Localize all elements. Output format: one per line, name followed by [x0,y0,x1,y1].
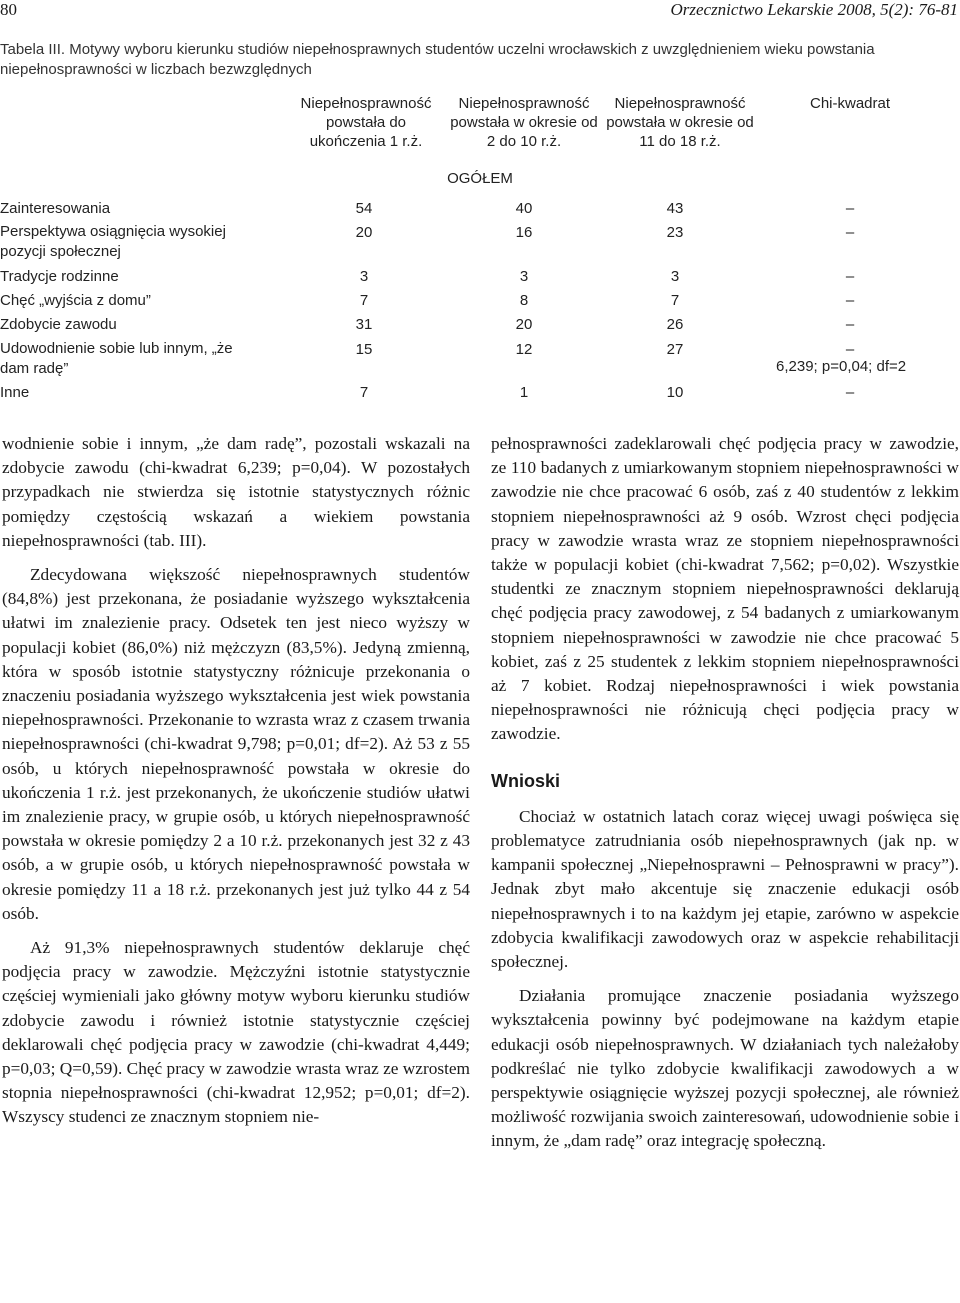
cell-value: 26 [666,316,684,333]
group-label: OGÓŁEM [447,170,513,187]
journal-citation: Orzecznictwo Lekarskie 2008, 5(2): 76-81 [670,0,958,19]
cell-chi: – [845,341,855,358]
cell-value: 7 [670,292,680,309]
cell-chi: – [845,292,855,309]
column-header-chi: Chi-kwadrat [809,95,891,112]
row-label: Tradycje rodzinne [0,268,119,285]
cell-chi: – [845,200,855,217]
paragraph: Działania promujące znaczenie posiadania wyższego wykształcenia powinny być podejmowane na każdym etapie edukacji osób niepełnosprawnych. W działaniach tych należałoby podkreślać nie tylko zdobycie kwalifikacji zawodowych a w perspektywie osiągnięcie wyższej pozycji społecznej, ale również możliwość rozwijania swoich zainteresowań, udowodnienie sobie i innym, że „dam radę” oraz integrację społeczną. [491,986,959,1151]
cell-value: 20 [515,316,533,333]
cell-value: 15 [355,341,373,358]
page-header [0,0,960,22]
column-header-3: Niepełnosprawność powstała w okresie od 11 do 18 r.ż. [606,95,754,150]
section-heading: Wnioski [491,770,561,791]
column-header-2: Niepełnosprawność powstała w okresie od 2 do 10 r.ż. [450,95,598,150]
row-label: Perspektywa osiągnięcia wysokiej pozycji społecznej [0,223,226,260]
cell-value: 1 [519,384,529,401]
cell-value: 12 [515,341,533,358]
cell-chi: – [845,224,855,241]
table-caption: Tabela III. Motywy wyboru kierunku studiów niepełnosprawnych studentów uczelni wrocławskich z uwzględnieniem wieku powstania niepełnosprawności w liczbach bezwzględnych [0,41,875,78]
paragraph: pełnosprawności zadeklarowali chęć podjęcia pracy w zawodzie, ze 110 badanych z umiarkowanym stopniem niepełnosprawności w zawodzie nie chce pracować 6 osób, zaś z 40 studentów z lekkim stopniem niepełnosprawności aż 9 osób. Wzrost chęci podjęcia pracy w zawodzie wrasta wraz ze stopniem niepełnosprawności także w populacji kobiet (chi-kwadrat 7,562; p=0,02). Wszystkie studentki ze znacznym stopniem niepełnosprawności deklarują chęć podjęcia pracy zawodowej, z 54 badanych z umiarkowanym stopniem niepełnosprawności w zawodzie nie chce pracować 5 kobiet, zaś z 25 studentek z lekkim stopniem niepełnosprawności aż 7 kobiet. Rodzaj niepełnosprawności i wiek powstania niepełnosprawności nie różnicują chęci podjęcia pracy w zawodzie. [491,434,959,744]
cell-chi: – [845,316,855,333]
cell-value: 20 [355,224,373,241]
cell-value: 8 [519,292,529,309]
cell-value: 7 [359,384,369,401]
body-column-left [2,432,470,1130]
page-number: 80 [0,0,17,19]
body-column-right [491,432,959,1154]
cell-value: 16 [515,224,533,241]
paragraph: wodnienie sobie i innym, „że dam radę”, pozostali wskazali na zdobycie zawodu (chi-kwadrat 6,239; p=0,04). W pozostałych przypadkach nie stwierdza się istotnie statystycznych różnic pomiędzy częstością wskazań a wiekiem powstania niepełnosprawności (tab. III). [2,434,470,550]
row-label: Inne [0,384,30,401]
column-header-1: Niepełnosprawność powstała do ukończenia 1 r.ż. [300,95,432,150]
cell-value: 31 [355,316,373,333]
cell-value: 3 [359,268,369,285]
paragraph: Aż 91,3% niepełnosprawnych studentów deklaruje chęć podjęcia pracy w zawodzie. Mężczyźni istotnie statystycznie częściej wymieniali jako główny motyw wyboru kierunku studiów zdobycie zawodu i również istotnie statystycznie częściej deklarowali chęć podjęcia pracy w zawodzie (chi-kwadrat 4,449; p=0,03; Q=0,59). Chęć pracy w zawodzie wrasta wraz ze wzrostem stopnia niepełnosprawności (chi-kwadrat 12,952; p=0,01; df=2). Wszyscy studenci ze znacznym stopniem nie- [2,938,470,1127]
row-label: Zainteresowania [0,200,111,217]
cell-value: 23 [666,224,684,241]
cell-value: 40 [515,200,533,217]
cell-chi: – [845,268,855,285]
cell-value: 3 [519,268,529,285]
cell-value: 3 [670,268,680,285]
row-label: Zdobycie zawodu [0,316,117,333]
chi-square-result: 6,239; p=0,04; df=2 [776,358,907,375]
paragraph: Chociaż w ostatnich latach coraz więcej uwagi poświęca się problematyce zatrudniania osób niepełnosprawnych (jak np. w kampanii społecznej „Niepełnosprawni – Pełnosprawni w pracy”). Jednak zbyt mało akcentuje się znaczenie edukacji osób niepełnosprawnych i to na każdym jej etapie, zarówno w aspekcie zdobycia kwalifikacji zawodowych oraz w aspekcie rehabilitacji społecznej. [491,806,959,972]
cell-value: 43 [666,200,684,217]
paragraph: Zdecydowana większość niepełnosprawnych studentów (84,8%) jest przekonana, że posiadanie wyższego wykształcenia ułatwi im znalezienie pracy. Odsetek ten jest nieco wyższy w populacji kobiet (86,0%) niż mężczyzn (83,5%). Jedyną zmienną, która w sposób istotnie statystyczny różnicuje przekonania o znaczeniu posiadania wyższego wykształcenia jest wiek powstania niepełnosprawności. Przekonanie to wzrasta wraz z czasem trwania niepełnosprawności (chi-kwadrat 9,798; p=0,01; df=2). Aż 53 z 55 osób, u których niepełnosprawność powstała w okresie do ukończenia 1 r.ż. jest przekonanych, że ukończenie studiów ułatwi im znalezienie pracy, w grupie osób, u których niepełnosprawność powstała w okresie pomiędzy 2 a 10 r.ż. przekonanych jest 32 z 43 osób, a w grupie osób, u których niepełnosprawność powstała w okresie pomiędzy 11 a 18 r.ż. przekonanych jest już tylko 44 z 54 osób. [2,565,470,923]
cell-value: 10 [666,384,684,401]
row-label: Udowodnienie sobie lub innym, „że dam radę” [0,340,233,377]
row-label: Chęć „wyjścia z domu” [0,292,151,309]
cell-value: 27 [666,341,684,358]
cell-chi: – [845,384,855,401]
cell-value: 54 [355,200,373,217]
cell-value: 7 [359,292,369,309]
